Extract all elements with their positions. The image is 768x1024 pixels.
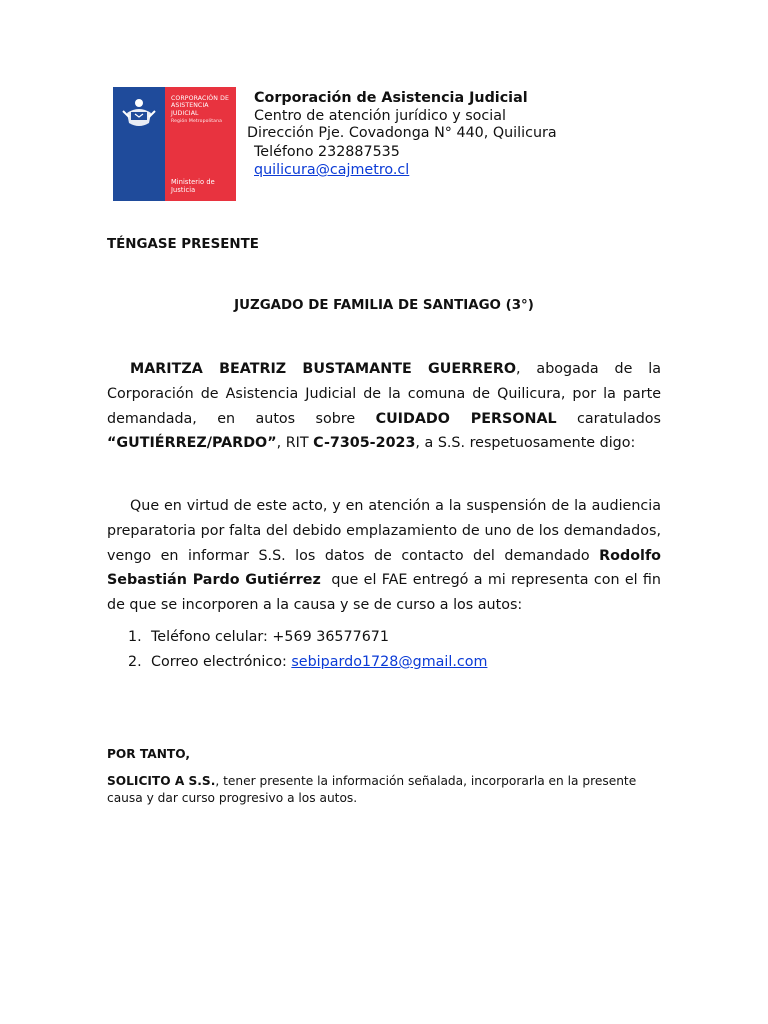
header-line-center: Centro de atención jurídico y social xyxy=(254,108,506,124)
logo-ministry-line: Ministerio de xyxy=(171,178,215,186)
body-text: Que en virtud de este acto, y en atención a la suspensión de la audiencia preparatoria por falta del debido emplazamiento de uno de los demandados, vengo en informar S.S. los datos de contacto del demandado xyxy=(107,498,661,564)
request-text: , tener presente la información señalada, incorporarla en la presente causa y dar curso progresivo a los autos. xyxy=(107,774,637,805)
defendant-name: Rodolfo Sebastián Pardo Gutiérrez xyxy=(107,547,661,589)
list-text: Teléfono celular: +569 36577671 xyxy=(151,629,389,645)
por-tanto-heading: POR TANTO, xyxy=(107,747,190,761)
rit-number: C-7305-2023 xyxy=(313,435,416,452)
list-number: 1. xyxy=(128,629,142,645)
list-number: 2. xyxy=(128,654,142,670)
list-item xyxy=(128,625,487,650)
intro-text: , abogada de la Corporación de Asistencia Judicial de la comuna de Quilicura, por la parte demandada, en autos sobre xyxy=(107,361,661,427)
intro-text: caratulados xyxy=(556,410,661,427)
coat-of-arms-icon xyxy=(119,93,159,133)
logo-ministry-line: Justicia xyxy=(171,186,196,194)
intro-text: , a S.S. respetuosamente digo: xyxy=(415,435,636,452)
institution-logo xyxy=(113,87,236,201)
email-link[interactable]: sebipardo1728@gmail.com xyxy=(291,654,488,670)
body-paragraph xyxy=(107,494,666,618)
intro-paragraph xyxy=(107,357,661,456)
court-heading: JUZGADO DE FAMILIA DE SANTIAGO (3°) xyxy=(234,298,534,313)
header-line-address: Dirección Pje. Covadonga N° 440, Quilicura xyxy=(247,125,557,141)
list-text: Correo electrónico: xyxy=(151,654,292,670)
contact-list xyxy=(128,625,487,675)
logo-text-line: CORPORACIÓN DE xyxy=(171,95,229,102)
tengase-presente-heading: TÉNGASE PRESENTE xyxy=(107,237,259,252)
request-paragraph xyxy=(107,773,663,806)
request-lead: SOLICITO A S.S. xyxy=(107,774,216,788)
body-text: que el FAE entregó a mi representa con el fin de que se incorporen a la causa y se de curso a los autos: xyxy=(107,572,666,614)
case-name: “GUTIÉRREZ/PARDO” xyxy=(107,435,277,452)
header-line-phone: Teléfono 232887535 xyxy=(254,144,400,160)
lawyer-name: MARITZA BEATRIZ BUSTAMANTE GUERRERO xyxy=(130,361,517,377)
logo-red-panel xyxy=(165,87,236,201)
intro-text: , RIT xyxy=(276,435,314,452)
matter: CUIDADO PERSONAL xyxy=(375,410,557,427)
header-title: Corporación de Asistencia Judicial xyxy=(254,90,528,106)
logo-region: Región Metropolitana xyxy=(171,119,222,125)
header-email-link[interactable]: quilicura@cajmetro.cl xyxy=(254,162,410,178)
logo-text-line: ASISTENCIA xyxy=(171,102,209,110)
list-item xyxy=(128,650,487,675)
logo-text-line: JUDICIAL xyxy=(171,109,199,117)
logo-blue-panel xyxy=(113,87,165,201)
